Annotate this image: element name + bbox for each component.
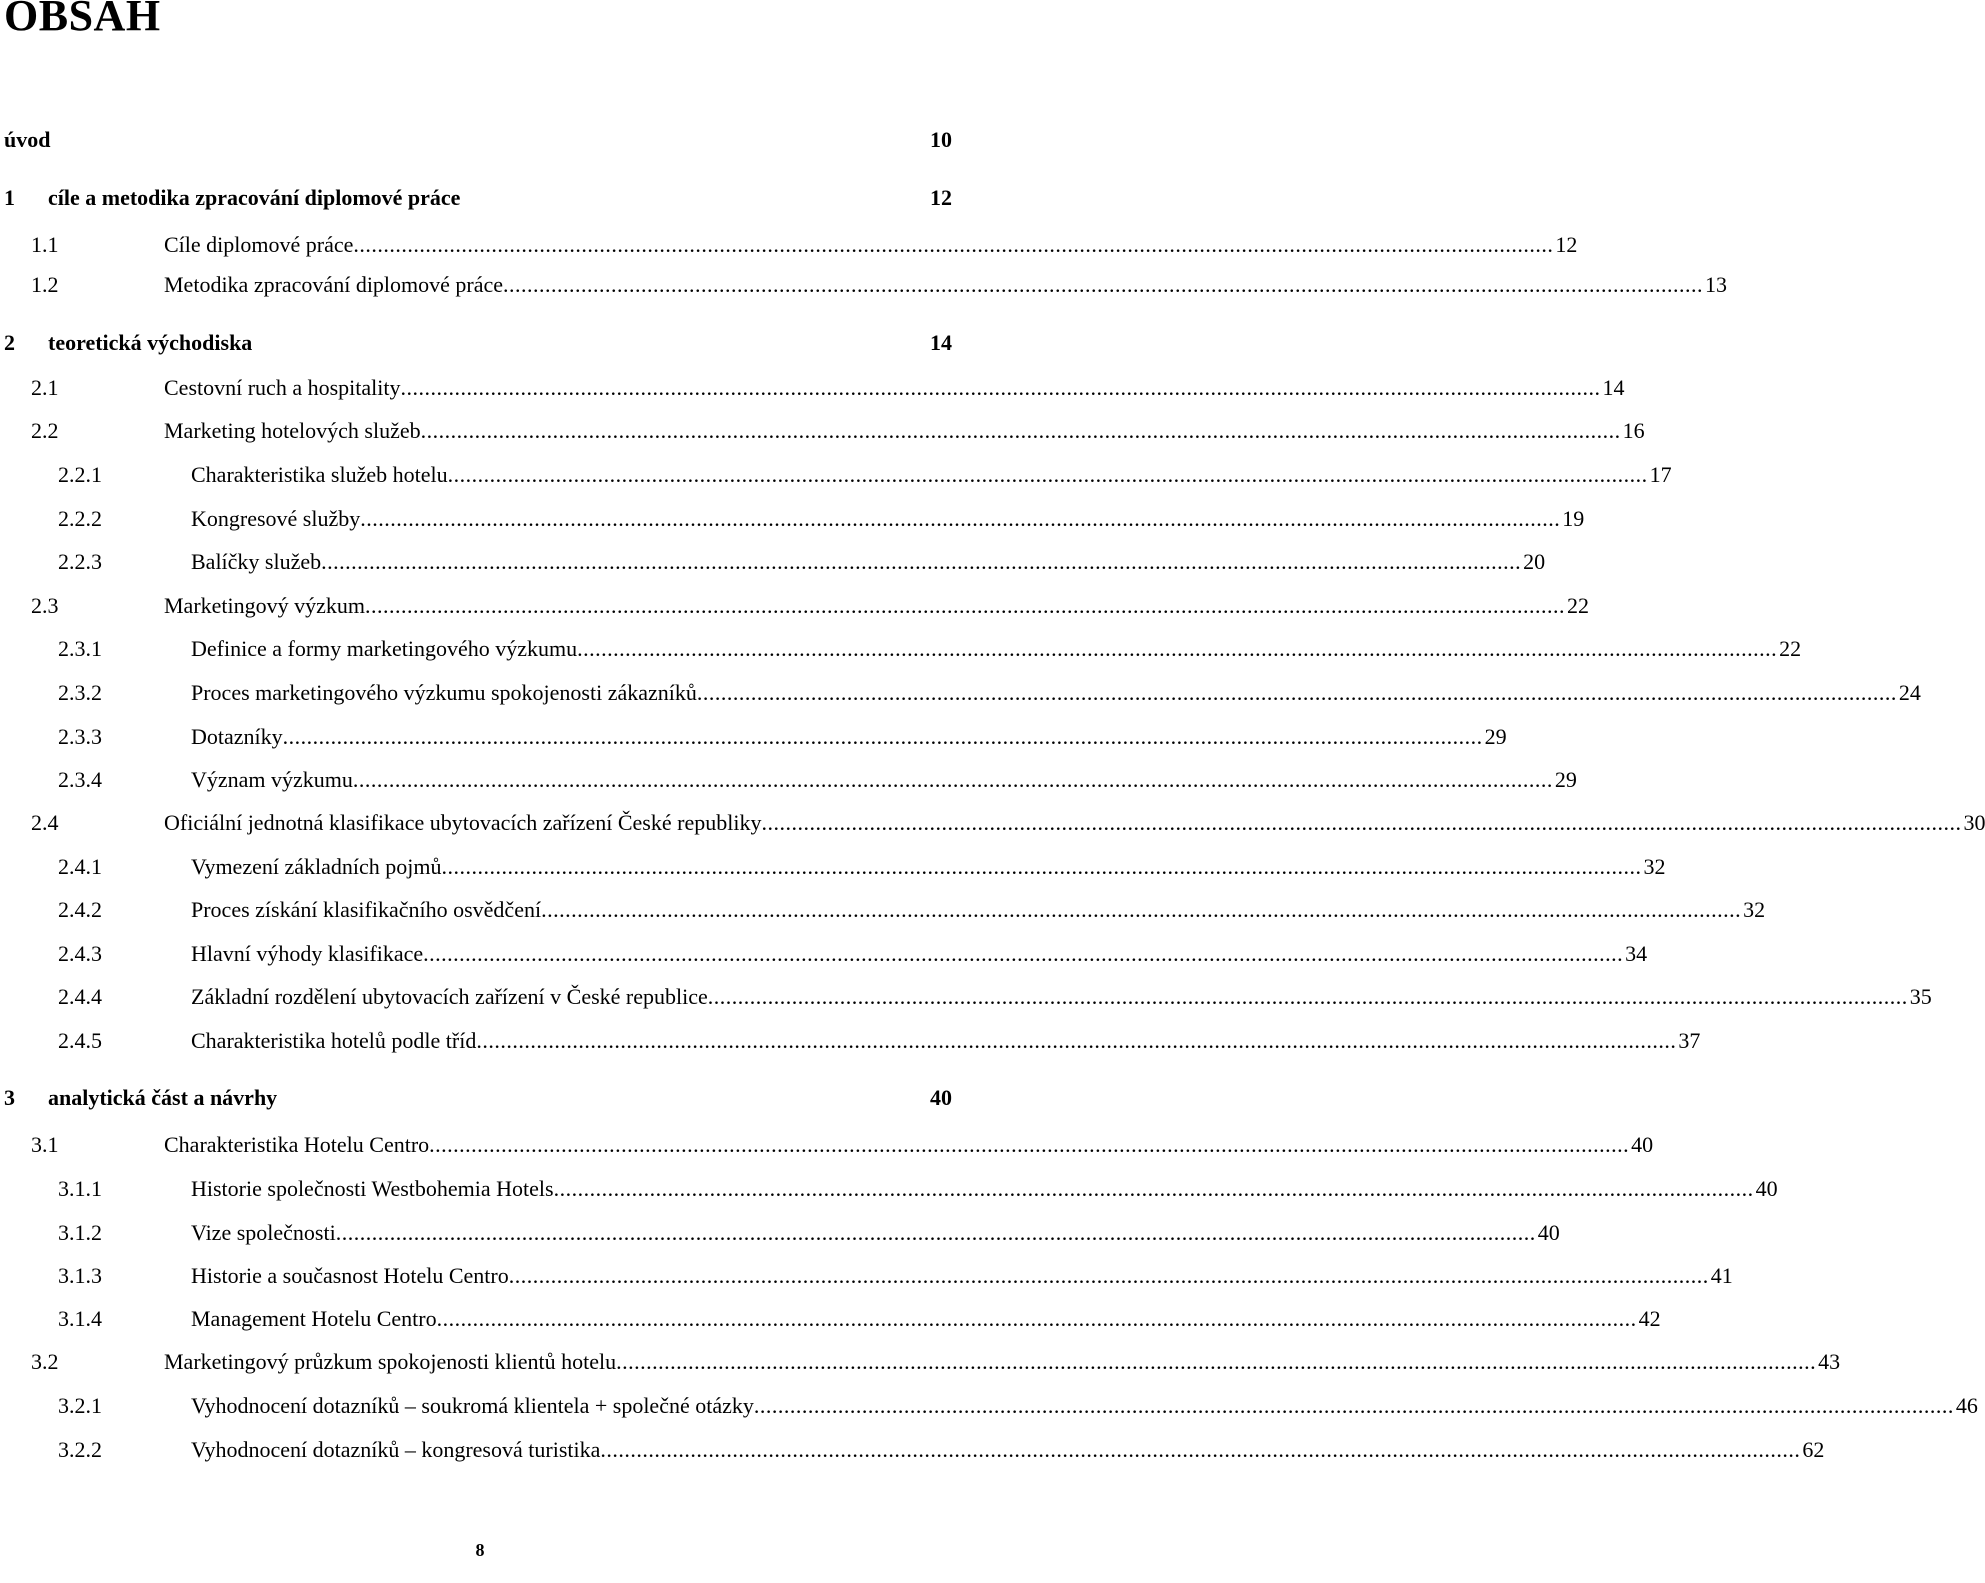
toc-entry-page: 32 xyxy=(1643,854,1666,879)
toc-entry[interactable] xyxy=(0,1081,952,1115)
toc-entry-page: 30 xyxy=(1963,810,1985,835)
toc-entry-page: 40 xyxy=(1631,1132,1654,1157)
dot-leader: ........................................................................................................................................................................................................ xyxy=(400,375,1601,400)
toc-entry[interactable] xyxy=(0,123,952,157)
toc-entry-leader xyxy=(164,268,1728,302)
toc-entry-leader xyxy=(191,1389,1978,1423)
dot-leader: ........................................................................................................................................................................................................ xyxy=(447,462,1648,487)
toc-entry-title: Historie a současnost Hotelu Centro xyxy=(191,1263,509,1288)
toc-entry-number: 2.4.5 xyxy=(58,1028,102,1053)
toc-entry-number: 2.2 xyxy=(31,418,59,443)
toc-entry-title: Oficiální jednotná klasifikace ubytovacích zařízení České republiky xyxy=(164,810,762,835)
dot-leader: ........................................................................................................................................................................................................ xyxy=(541,897,1742,922)
toc-entry[interactable] xyxy=(0,1389,1978,1423)
toc-entry[interactable] xyxy=(0,589,1590,623)
toc-entry-page: 42 xyxy=(1638,1306,1661,1331)
dot-leader: ........................................................................................................................................................................................................ xyxy=(282,724,1483,749)
toc-entry-title: cíle a metodika zpracování diplomové práce xyxy=(48,185,461,210)
toc-entry-number: 2.4.3 xyxy=(58,941,102,966)
dot-leader: ........................................................................................................................................................................................................ xyxy=(508,1263,1709,1288)
toc-entry-number: 1.1 xyxy=(31,232,59,257)
toc-entry-title: Charakteristika Hotelu Centro xyxy=(164,1132,430,1157)
toc-entry[interactable] xyxy=(0,980,1932,1014)
toc-entry-leader xyxy=(191,632,1802,666)
toc-entry-number: 2.4.4 xyxy=(58,984,102,1009)
toc-entry-leader xyxy=(164,371,1625,405)
dot-leader: ........................................................................................................................................................................................................ xyxy=(441,854,1642,879)
toc-entry-number: 3 xyxy=(4,1085,15,1110)
toc-entry-page: 12 xyxy=(930,185,952,210)
toc-entry-leader xyxy=(191,1024,1701,1058)
toc-entry-leader xyxy=(191,545,1546,579)
toc-entry-number: 2.2.3 xyxy=(58,549,102,574)
toc-entry[interactable] xyxy=(0,937,1648,971)
dot-leader: ........................................................................................................................................................................................................ xyxy=(476,1028,1677,1053)
toc-entry-page: 37 xyxy=(1678,1028,1701,1053)
toc-entry-title: Hlavní výhody klasifikace xyxy=(191,941,424,966)
toc-entry-number: 3.2 xyxy=(31,1349,59,1374)
toc-entry-page: 14 xyxy=(930,330,952,355)
toc-entry-leader xyxy=(164,589,1590,623)
dot-leader: ........................................................................................................................................................................................................ xyxy=(761,810,1962,835)
toc-entry-title: Dotazníky xyxy=(191,724,283,749)
toc-entry-title: Základní rozdělení ubytovacích zařízení v České republice xyxy=(191,984,708,1009)
toc-entry-number: 2.3.3 xyxy=(58,724,102,749)
dot-leader: ........................................................................................................................................................................................................ xyxy=(616,1349,1817,1374)
toc-entry-page: 24 xyxy=(1898,680,1921,705)
toc-entry-page: 40 xyxy=(1755,1176,1778,1201)
toc-entry-number: 2.4.2 xyxy=(58,897,102,922)
toc-entry-leader xyxy=(191,676,1921,710)
toc-entry-leader xyxy=(191,720,1507,754)
toc-entry-leader xyxy=(191,1172,1778,1206)
toc-entry-page: 13 xyxy=(1705,272,1728,297)
toc-entry-number: 3.1 xyxy=(31,1132,59,1157)
toc-entry[interactable] xyxy=(0,1433,1825,1467)
toc-entry-leader xyxy=(191,980,1932,1014)
toc-entry-title: Cíle diplomové práce xyxy=(164,232,354,257)
toc-entry-page: 62 xyxy=(1802,1437,1825,1462)
toc-entry-title: teoretická východiska xyxy=(48,330,253,355)
toc-entry-page: 40 xyxy=(1537,1220,1560,1245)
toc-entry-page: 12 xyxy=(1555,232,1578,257)
toc-entry-title: Marketingový výzkum xyxy=(164,593,366,618)
toc-entry-number: 2.4 xyxy=(31,810,59,835)
toc-entry[interactable] xyxy=(0,1302,1661,1336)
toc-entry-page: 19 xyxy=(1562,506,1585,531)
toc-entry[interactable] xyxy=(0,632,1802,666)
toc-entry-leader xyxy=(191,1216,1560,1250)
toc-entry-number: 2.4.1 xyxy=(58,854,102,879)
toc-entry-leader xyxy=(191,937,1648,971)
page-number: 8 xyxy=(475,1540,485,1560)
toc-entry-page: 17 xyxy=(1649,462,1672,487)
toc-entry-page: 35 xyxy=(1909,984,1932,1009)
toc-entry-number: 2.1 xyxy=(31,375,59,400)
toc-entry[interactable] xyxy=(0,806,1985,840)
toc-entry[interactable] xyxy=(0,893,1766,927)
toc-entry[interactable] xyxy=(0,1345,1841,1379)
toc-entry-title: Význam výzkumu xyxy=(191,767,353,792)
dot-leader: ........................................................................................................................................................................................................ xyxy=(353,232,1554,257)
toc-entry-leader xyxy=(191,850,1666,884)
toc-entry-number: 2.3.2 xyxy=(58,680,102,705)
toc-entry[interactable] xyxy=(0,228,1578,262)
toc-entry-page: 29 xyxy=(1554,767,1577,792)
toc-entry-number: 2.3.4 xyxy=(58,767,102,792)
toc-entry[interactable] xyxy=(0,371,1625,405)
toc-entry-page: 29 xyxy=(1484,724,1507,749)
toc-entry-leader xyxy=(164,1345,1841,1379)
dot-leader: ........................................................................................................................................................................................................ xyxy=(321,549,1522,574)
dot-leader: ........................................................................................................................................................................................................ xyxy=(420,418,1621,443)
dot-leader: ........................................................................................................................................................................................................ xyxy=(553,1176,1754,1201)
toc-entry-title: Vymezení základních pojmů xyxy=(191,854,442,879)
toc-entry-number: 1 xyxy=(4,185,15,210)
toc-entry-title: Management Hotelu Centro xyxy=(191,1306,437,1331)
toc-entry-title: Cestovní ruch a hospitality xyxy=(164,375,401,400)
toc-entry[interactable] xyxy=(0,676,1921,710)
toc-entry-title: Kongresové služby xyxy=(191,506,361,531)
toc-entry[interactable] xyxy=(0,268,1728,302)
toc-entry-leader xyxy=(191,502,1585,536)
toc-entry-leader xyxy=(164,228,1578,262)
toc-entry-title: Metodika zpracování diplomové práce xyxy=(164,272,504,297)
toc-entry-leader xyxy=(191,763,1577,797)
dot-leader: ........................................................................................................................................................................................................ xyxy=(753,1393,1954,1418)
toc-entry-page: 14 xyxy=(1602,375,1625,400)
toc-entry-page: 34 xyxy=(1625,941,1648,966)
toc-entry-title: Vyhodnocení dotazníků – kongresová turistika xyxy=(191,1437,601,1462)
toc-entry-page: 41 xyxy=(1710,1263,1733,1288)
toc-entry[interactable] xyxy=(0,326,952,360)
toc-entry-title: Vyhodnocení dotazníků – soukromá klientela + společné otázky xyxy=(191,1393,754,1418)
toc-entry-title: Vize společnosti xyxy=(191,1220,336,1245)
toc-entry-leader xyxy=(191,893,1766,927)
toc-entry-number: 3.1.1 xyxy=(58,1176,102,1201)
toc-entry-page: 20 xyxy=(1523,549,1546,574)
dot-leader: ........................................................................................................................................................................................................ xyxy=(577,636,1778,661)
toc-entry-title: Balíčky služeb xyxy=(191,549,322,574)
toc-entry-page: 46 xyxy=(1955,1393,1978,1418)
toc-entry-page: 43 xyxy=(1818,1349,1841,1374)
toc-entry-leader xyxy=(191,1259,1733,1293)
toc-entry-leader xyxy=(164,414,1645,448)
toc-entry[interactable] xyxy=(0,181,952,215)
toc-entry[interactable] xyxy=(0,502,1585,536)
dot-leader: ........................................................................................................................................................................................................ xyxy=(352,767,1553,792)
dot-leader: ........................................................................................................................................................................................................ xyxy=(423,941,1624,966)
toc-entry-number: 2.2.1 xyxy=(58,462,102,487)
toc-entry[interactable] xyxy=(0,414,1645,448)
toc-entry-number: 2.3.1 xyxy=(58,636,102,661)
toc-entry-page: 16 xyxy=(1622,418,1645,443)
toc-entry-leader xyxy=(164,806,1985,840)
toc-entry-title: Charakteristika hotelů podle tříd xyxy=(191,1028,477,1053)
dot-leader: ........................................................................................................................................................................................................ xyxy=(335,1220,1536,1245)
toc-entry[interactable] xyxy=(0,1128,1654,1162)
toc-entry-leader xyxy=(164,1128,1654,1162)
toc-entry-title: Historie společnosti Westbohemia Hotels xyxy=(191,1176,554,1201)
toc-entry-number: 3.1.2 xyxy=(58,1220,102,1245)
toc-entry-number: 2.3 xyxy=(31,593,59,618)
toc-entry-title: Definice a formy marketingového výzkumu xyxy=(191,636,578,661)
toc-entry-title: Marketingový průzkum spokojenosti klientů hotelu xyxy=(164,1349,617,1374)
toc-entry-title: Proces marketingového výzkumu spokojenosti zákazníků xyxy=(191,680,697,705)
toc-entry-number: 3.2.2 xyxy=(58,1437,102,1462)
toc-entry-page: 10 xyxy=(930,127,952,152)
toc-entry-title: analytická část a návrhy xyxy=(48,1085,278,1110)
toc-entry-number: 3.2.1 xyxy=(58,1393,102,1418)
toc-entry[interactable] xyxy=(0,1172,1778,1206)
toc-entry-number: 3.1.3 xyxy=(58,1263,102,1288)
toc-entry[interactable] xyxy=(0,850,1666,884)
toc-entry-number: 2 xyxy=(4,330,15,355)
dot-leader: ........................................................................................................................................................................................................ xyxy=(600,1437,1801,1462)
dot-leader: ........................................................................................................................................................................................................ xyxy=(360,506,1561,531)
toc-entry[interactable] xyxy=(0,720,1507,754)
dot-leader: ........................................................................................................................................................................................................ xyxy=(365,593,1566,618)
toc-entry[interactable] xyxy=(0,1259,1733,1293)
toc-entry-number: 3.1.4 xyxy=(58,1306,102,1331)
toc-entry-leader xyxy=(191,1433,1825,1467)
toc-entry[interactable] xyxy=(0,763,1577,797)
dot-leader: ........................................................................................................................................................................................................ xyxy=(707,984,1908,1009)
dot-leader: ........................................................................................................................................................................................................ xyxy=(429,1132,1630,1157)
toc-entry-leader xyxy=(191,1302,1661,1336)
toc-entry[interactable] xyxy=(0,1216,1560,1250)
toc-entry-number: 1.2 xyxy=(31,272,59,297)
toc-entry[interactable] xyxy=(0,1024,1701,1058)
dot-leader: ........................................................................................................................................................................................................ xyxy=(696,680,1897,705)
page-title: OBSAH xyxy=(4,0,161,40)
toc-entry-leader xyxy=(191,458,1672,492)
toc-entry-page: 22 xyxy=(1567,593,1590,618)
toc-entry-title: Proces získání klasifikačního osvědčení xyxy=(191,897,542,922)
toc-entry-page: 32 xyxy=(1743,897,1766,922)
toc-entry-title: Charakteristika služeb hotelu xyxy=(191,462,448,487)
toc-entry[interactable] xyxy=(0,545,1546,579)
toc-entry[interactable] xyxy=(0,458,1672,492)
dot-leader: ........................................................................................................................................................................................................ xyxy=(436,1306,1637,1331)
toc-entry-page: 22 xyxy=(1779,636,1802,661)
toc-entry-page: 40 xyxy=(930,1085,952,1110)
toc-entry-number: úvod xyxy=(4,127,51,152)
toc-entry-title: Marketing hotelových služeb xyxy=(164,418,421,443)
toc-entry-number: 2.2.2 xyxy=(58,506,102,531)
dot-leader: ........................................................................................................................................................................................................ xyxy=(503,272,1704,297)
